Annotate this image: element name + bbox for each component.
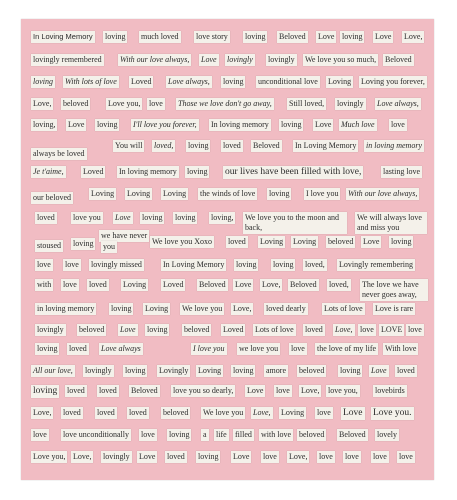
collage-row — [21, 98, 434, 116]
word-clipping: loving — [245, 32, 266, 41]
word-clipping: much loved — [141, 32, 179, 41]
word-clipping: loved — [89, 280, 107, 289]
word-clipping: Love — [371, 366, 387, 375]
word-clipping: love — [141, 430, 155, 439]
word-clipping: lovingly — [103, 452, 130, 461]
word-clipping: lovely — [377, 430, 397, 439]
word-clipping: love you, — [328, 386, 358, 395]
word-clipping: Love — [201, 55, 217, 64]
word-clipping: Love — [343, 408, 363, 418]
word-clipping: with — [37, 280, 52, 289]
word-clipping: Beloved — [279, 32, 306, 41]
word-clipping: lasting love — [383, 167, 421, 176]
word-clipping: Lovingly — [159, 366, 189, 375]
word-clipping: love — [391, 120, 405, 129]
word-clipping: Love you. — [373, 408, 412, 418]
word-clipping: loving — [273, 260, 294, 269]
word-clipping: I'll love you forever, — [133, 120, 197, 129]
word-clipping: Loving — [145, 304, 169, 313]
word-clipping: Loving — [123, 280, 147, 289]
word-clipping: With our love always, — [348, 189, 418, 198]
word-clipping: We love you Xoxo — [152, 237, 213, 246]
word-clipping: Loved — [83, 167, 104, 176]
word-clipping: Love — [68, 120, 85, 129]
collage-row — [21, 166, 434, 184]
collage-row — [21, 365, 434, 383]
word-clipping: loved — [223, 141, 241, 150]
word-clipping: Love, — [253, 408, 271, 417]
collage-row — [21, 303, 434, 321]
word-clipping: Love — [375, 32, 392, 41]
word-clipping: Love — [363, 237, 380, 246]
word-clipping: We love you — [182, 304, 223, 313]
word-clipping: Love, — [33, 99, 52, 108]
word-clipping: loving — [233, 366, 254, 375]
word-clipping: Love, — [233, 304, 252, 313]
word-clipping: life — [216, 430, 227, 439]
word-clipping: in loving memory — [366, 141, 422, 150]
word-clipping: With love — [385, 344, 417, 353]
collage-row — [21, 54, 434, 72]
word-clipping: Lovingly remembering — [339, 260, 413, 269]
word-clipping: our lives have been filled with love, — [225, 167, 362, 177]
word-clipping: loving — [97, 120, 118, 129]
word-clipping: lovingly missed — [91, 260, 142, 269]
word-clipping: love — [319, 452, 333, 461]
word-clipping: Love, — [262, 280, 281, 289]
word-clipping: the love of my life — [317, 344, 377, 353]
word-clipping: love — [360, 325, 374, 334]
word-clipping: Love, — [335, 325, 353, 334]
word-clipping: I love you — [193, 344, 225, 353]
word-clipping: loved — [305, 325, 323, 334]
word-clipping: a — [203, 430, 207, 439]
collage-row — [21, 31, 434, 49]
word-clipping: All our love, — [33, 366, 73, 375]
word-clipping: We love you so much, — [305, 55, 377, 64]
word-clipping: Beloved — [385, 55, 412, 64]
word-clipping: In loving memory — [119, 167, 177, 176]
collage-row — [21, 385, 434, 403]
word-clipping: Love you, — [108, 99, 141, 108]
word-clipping: beloved — [299, 430, 325, 439]
word-clipping: amore — [266, 366, 286, 375]
word-clipping: love — [408, 325, 422, 334]
word-clipping: beloved — [328, 237, 354, 246]
word-clipping: loved — [99, 386, 117, 395]
word-clipping: We will always love and miss you — [355, 212, 427, 234]
word-clipping: lovingly — [268, 55, 295, 64]
word-clipping: love — [345, 452, 359, 461]
word-clipping: I love you — [306, 189, 339, 198]
word-clipping: lovingly remembered — [33, 55, 102, 64]
word-clipping: we have never — [101, 231, 148, 240]
word-clipping: Loved — [163, 280, 184, 289]
word-clipping: love — [263, 452, 277, 461]
word-clipping: loving — [37, 344, 58, 353]
word-clipping: with love — [261, 430, 291, 439]
word-clipping: Those we love don't go away, — [178, 99, 272, 108]
word-clipping: Love — [233, 452, 250, 461]
word-clipping: Je t'aime, — [33, 167, 64, 176]
word-clipping: loved, — [305, 260, 325, 269]
word-clipping: love — [63, 280, 77, 289]
word-clipping: the winds of love — [200, 189, 256, 198]
word-clipping: Love — [139, 452, 156, 461]
word-clipping: Loving — [127, 189, 151, 198]
word-clipping: lovingly — [85, 366, 112, 375]
word-clipping: loving — [175, 213, 196, 222]
word-clipping: loved, — [154, 141, 174, 150]
word-clipping: loved — [69, 344, 87, 353]
word-clipping: loving — [111, 304, 132, 313]
word-clipping: love — [33, 430, 47, 439]
word-clipping: loving — [105, 32, 126, 41]
word-clipping: loving — [269, 189, 290, 198]
word-clipping: love story — [196, 32, 228, 41]
word-clipping: we love you — [239, 344, 279, 353]
word-clipping: unconditional love — [258, 77, 318, 86]
word-clipping: Love, — [404, 32, 423, 41]
word-clipping: beloved — [299, 366, 325, 375]
word-clipping: love you — [73, 213, 101, 222]
word-clipping: loving — [281, 120, 302, 129]
word-clipping: loving — [169, 430, 190, 439]
word-clipping: Love always, — [168, 77, 210, 86]
word-clipping: loved dearly — [266, 304, 306, 313]
word-clipping: lovebirds — [375, 386, 405, 395]
word-clipping: loving — [342, 32, 363, 41]
word-clipping: our beloved — [33, 193, 71, 202]
word-clipping: Love always — [101, 344, 141, 353]
word-clipping: Love — [235, 280, 252, 289]
word-clipping: loving — [33, 77, 53, 86]
word-clipping: Love is rare — [375, 304, 414, 313]
word-clipping: We love you — [203, 408, 244, 417]
word-clipping: loving — [73, 239, 94, 248]
word-clipping: beloved — [184, 325, 210, 334]
word-clipping: love — [399, 452, 413, 461]
word-clipping: Loved — [223, 325, 244, 334]
word-clipping: Love — [318, 32, 335, 41]
word-clipping: loved — [129, 408, 147, 417]
word-clipping: Love you, — [33, 452, 66, 461]
collage-row — [21, 119, 434, 137]
word-clipping: Love, — [301, 386, 320, 395]
word-clipping: The love we have never goes away, — [360, 279, 428, 301]
word-clipping: Lots of love — [255, 325, 294, 334]
collage-row — [21, 324, 434, 342]
word-clipping: loving — [391, 237, 412, 246]
word-clipping: Love — [120, 325, 136, 334]
word-clipping: beloved — [79, 325, 105, 334]
word-clipping: Loving — [328, 77, 352, 86]
word-clipping: Loving — [163, 189, 187, 198]
word-clipping: Love — [115, 213, 131, 222]
word-clipping: loved — [67, 386, 85, 395]
word-clipping: Beloved — [339, 430, 366, 439]
word-clipping: love — [276, 386, 290, 395]
word-clipping: Loving you forever, — [361, 77, 425, 86]
collage-row — [21, 212, 434, 230]
word-clipping: loving — [198, 452, 219, 461]
collage-row — [21, 279, 434, 297]
word-clipping: loving — [236, 260, 257, 269]
word-clipping: lovingly — [37, 325, 64, 334]
collage-row — [21, 259, 434, 277]
word-clipping: Lots of love — [324, 304, 363, 313]
word-clipping: Beloved — [253, 141, 280, 150]
collage-row — [21, 451, 434, 469]
word-clipping: Love, — [73, 452, 92, 461]
word-clipping: Loving — [198, 366, 222, 375]
word-clipping: love you so dearly, — [173, 386, 234, 395]
word-clipping: love unconditionally — [63, 430, 129, 439]
word-clipping: loved, — [329, 280, 349, 289]
word-clipping: We love you to the moon and back, — [243, 212, 347, 234]
word-clipping: Still loved, — [289, 99, 325, 108]
word-clipping: love — [373, 452, 387, 461]
word-clipping: in loving memory — [37, 304, 95, 313]
word-clipping: loving — [147, 325, 168, 334]
collage-row — [21, 76, 434, 94]
word-clipping: lovingly — [227, 55, 253, 64]
word-clipping: LOVE — [381, 325, 403, 334]
word-clipping: loving — [142, 213, 163, 222]
word-clipping: loved — [228, 237, 246, 246]
word-clipping: beloved — [163, 408, 189, 417]
word-clipping: Beloved — [131, 386, 158, 395]
word-clipping: Beloved — [290, 280, 317, 289]
word-clipping: In loving memory — [211, 120, 269, 129]
word-clipping: loved — [37, 213, 55, 222]
word-clipping: With lots of love — [65, 77, 117, 86]
collage-row — [21, 188, 434, 206]
word-clipping: love — [149, 99, 163, 108]
word-clipping: loving, — [33, 120, 56, 129]
word-clipping: Much love — [341, 120, 375, 129]
word-clipping: loved — [97, 408, 115, 417]
word-clipping: Love — [247, 386, 264, 395]
word-clipping: loving — [125, 366, 146, 375]
word-clipping: loving — [188, 141, 209, 150]
word-clipping: Loving — [293, 237, 317, 246]
word-clipping: In Loving Memory — [163, 260, 225, 269]
word-clipping: lovingly — [337, 99, 364, 108]
word-clipping: With our love always, — [120, 55, 190, 64]
word-clipping: loving — [223, 77, 244, 86]
word-clipping: love — [317, 408, 331, 417]
word-clipping: In Loving Memory — [295, 141, 357, 150]
word-clipping: Loving — [281, 408, 305, 417]
word-clipping: Loving — [260, 237, 284, 246]
word-clipping: You will — [115, 141, 143, 150]
word-clipping: loved — [397, 366, 415, 375]
word-clipping: In Loving Memory — [33, 32, 93, 41]
word-clipping: Loved — [131, 77, 152, 86]
collage-row — [21, 407, 434, 425]
word-clipping: loving, — [211, 213, 234, 222]
word-clipping: Love, — [33, 408, 52, 417]
word-clipping: always be loved — [33, 149, 85, 158]
collage-sheet — [21, 19, 434, 480]
word-clipping: you — [103, 242, 115, 251]
word-clipping: loving — [340, 366, 361, 375]
word-clipping: beloved — [63, 99, 89, 108]
collage-row — [21, 140, 434, 158]
word-clipping: stoused — [37, 241, 61, 250]
word-clipping: loving — [187, 167, 208, 176]
collage-row — [21, 429, 434, 447]
word-clipping: Beloved — [199, 280, 226, 289]
word-clipping: love — [291, 344, 305, 353]
word-clipping: Loving — [91, 189, 115, 198]
word-clipping: Love, — [289, 452, 308, 461]
word-clipping: loved — [167, 452, 185, 461]
word-clipping: loved — [63, 408, 81, 417]
collage-row — [21, 343, 434, 361]
word-clipping: loving — [33, 386, 58, 396]
collage-row — [21, 231, 434, 254]
word-clipping: love — [65, 260, 79, 269]
word-clipping: filled — [235, 430, 252, 439]
word-clipping: love — [37, 260, 51, 269]
word-clipping: Love — [315, 120, 332, 129]
word-clipping: Love always, — [377, 99, 419, 108]
